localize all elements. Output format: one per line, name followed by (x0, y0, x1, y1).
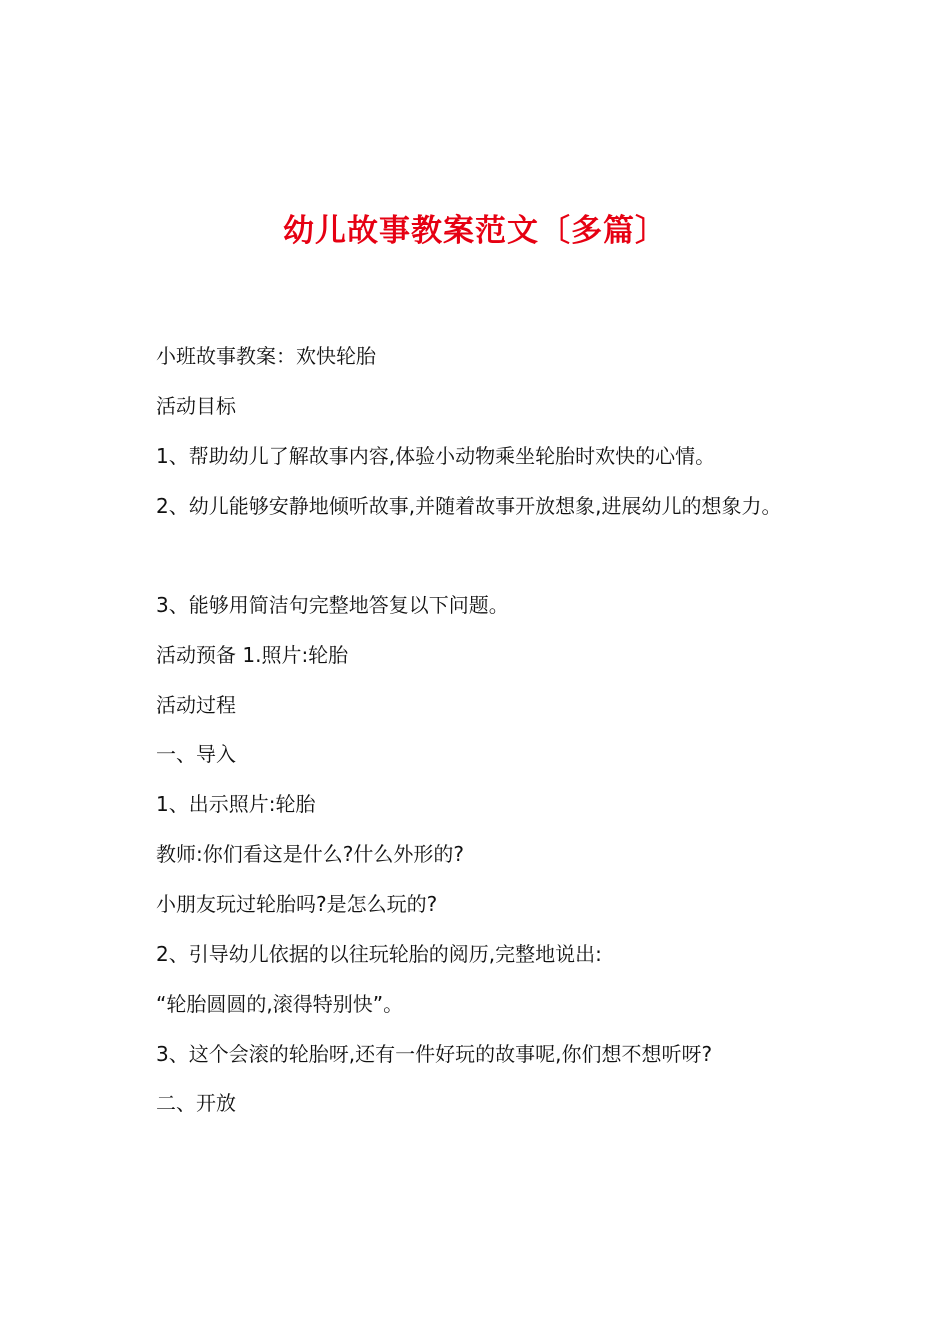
activity-preparation: 活动预备 1.照片:轮胎 (156, 643, 349, 667)
step-item-3: 3、这个会滚的轮胎呀,还有一件好玩的故事呢,你们想不想听呀? (156, 1042, 713, 1066)
step-heading-open: 二、开放 (156, 1091, 236, 1115)
goal-item-2: 2、幼儿能够安静地倾听故事,并随着故事开放想象,进展幼儿的想象力。 (156, 494, 782, 518)
section-heading-small-class-lesson: 小班故事教案：欢快轮胎 (156, 344, 376, 368)
heading-activity-process: 活动过程 (156, 693, 236, 717)
step-item-2: 2、引导幼儿依据的以往玩轮胎的阅历,完整地说出: (156, 942, 602, 966)
step-item-1: 1、出示照片:轮胎 (156, 792, 316, 816)
step-heading-introduction: 一、导入 (156, 742, 236, 766)
teacher-question: 教师:你们看这是什么?什么外形的? (156, 842, 464, 866)
heading-activity-goals: 活动目标 (156, 394, 236, 418)
children-question: 小朋友玩过轮胎吗?是怎么玩的? (156, 892, 438, 916)
goal-item-3: 3、能够用简洁句完整地答复以下问题。 (156, 593, 509, 617)
quoted-answer: “轮胎圆圆的,滚得特别快”。 (156, 992, 404, 1016)
goal-item-1: 1、帮助幼儿了解故事内容,体验小动物乘坐轮胎时欢快的心情。 (156, 444, 716, 468)
document-title: 幼儿故事教案范文〔多篇〕 (283, 213, 667, 249)
